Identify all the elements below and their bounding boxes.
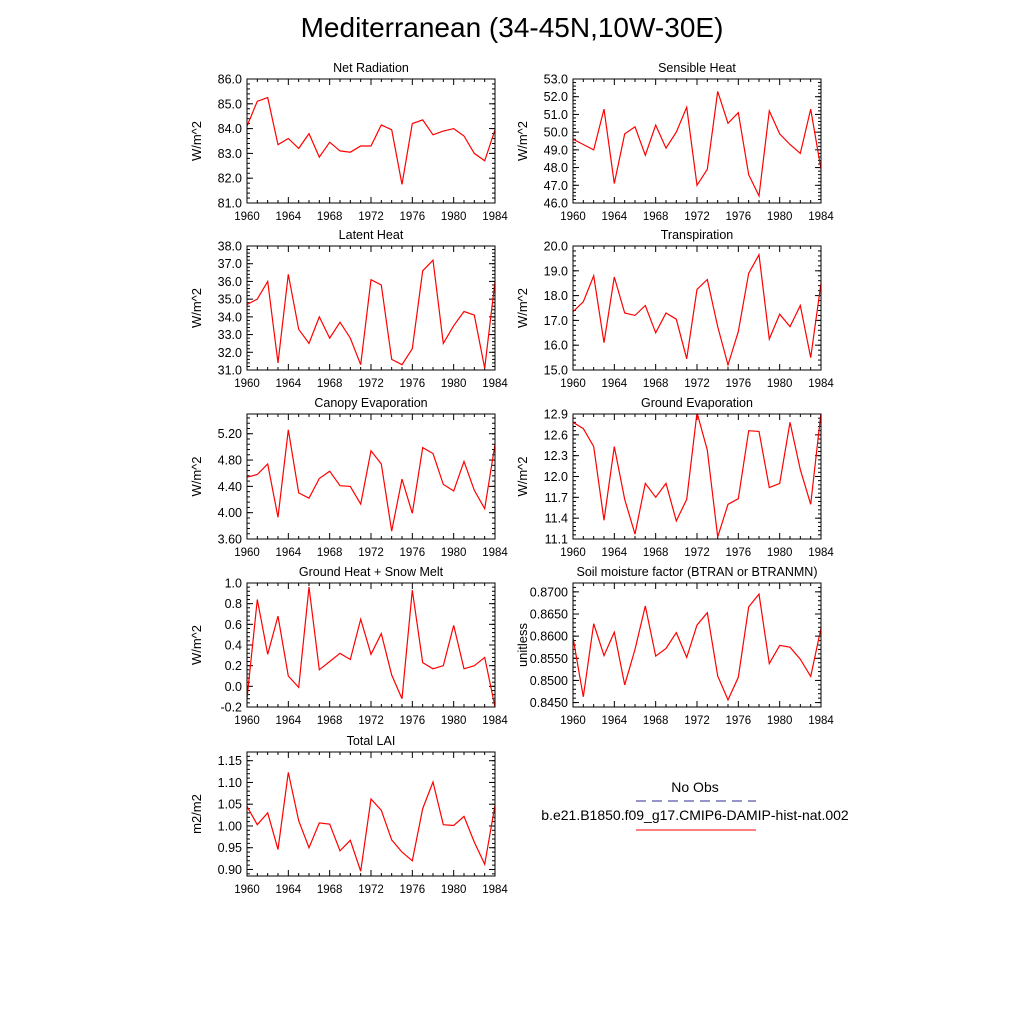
- x-tick-label: 1984: [482, 884, 508, 896]
- series-line: [573, 594, 821, 700]
- x-tick-label: 1968: [642, 211, 669, 223]
- x-tick-label: 1972: [358, 211, 384, 223]
- y-tick-label: 1.15: [217, 754, 242, 769]
- y-tick-label: 4.40: [217, 479, 242, 494]
- y-tick-label: 19.0: [543, 264, 568, 279]
- y-tick-label: 18.0: [543, 289, 568, 304]
- panel-3: [189, 228, 508, 390]
- x-tick-label: 1984: [808, 211, 834, 223]
- panel-1: [189, 61, 508, 223]
- legend-label-model: b.e21.B1850.f09_g17.CMIP6-DAMIP-hist-nat.002: [541, 807, 849, 823]
- y-tick-label: 52.0: [543, 90, 568, 105]
- series-line: [573, 413, 821, 537]
- x-tick-label: 1960: [234, 715, 260, 727]
- x-tick-label: 1976: [399, 884, 426, 896]
- x-tick-label: 1984: [482, 378, 508, 390]
- panel-title: Total LAI: [346, 734, 396, 748]
- y-tick-label: 37.0: [217, 257, 242, 272]
- y-tick-label: 5.20: [217, 427, 242, 442]
- y-tick-label: 3.60: [217, 532, 242, 547]
- x-tick-label: 1964: [275, 547, 302, 559]
- series-line: [573, 91, 821, 195]
- x-tick-label: 1960: [234, 884, 260, 896]
- panel-title: Ground Heat + Snow Melt: [298, 565, 444, 579]
- y-tick-label: 1.0: [224, 576, 242, 591]
- panel-title: Ground Evaporation: [641, 396, 753, 410]
- x-tick-label: 1976: [725, 547, 752, 559]
- x-tick-label: 1980: [440, 211, 467, 223]
- x-tick-label: 1980: [766, 378, 793, 390]
- panel-8: [515, 565, 834, 727]
- y-tick-label: 85.0: [217, 97, 242, 112]
- y-tick-label: 81.0: [217, 196, 242, 211]
- y-tick-label: 11.1: [544, 532, 568, 547]
- x-tick-label: 1984: [808, 547, 834, 559]
- x-tick-label: 1968: [316, 547, 343, 559]
- x-tick-label: 1984: [808, 715, 834, 727]
- y-tick-label: 35.0: [217, 292, 242, 307]
- x-tick-label: 1964: [275, 378, 302, 390]
- y-tick-label: 0.8450: [529, 696, 568, 711]
- y-tick-label: 1.10: [217, 775, 242, 790]
- x-tick-label: 1972: [684, 715, 710, 727]
- y-tick-label: 49.0: [543, 143, 568, 158]
- x-tick-label: 1980: [766, 211, 793, 223]
- x-tick-label: 1976: [399, 378, 426, 390]
- x-tick-label: 1972: [684, 211, 710, 223]
- y-tick-label: 4.80: [217, 453, 242, 468]
- series-line: [247, 98, 495, 185]
- y-tick-label: 17.0: [543, 313, 568, 328]
- y-axis-label: m2/m2: [189, 794, 204, 834]
- y-tick-label: 82.0: [217, 171, 242, 186]
- x-tick-label: 1968: [642, 547, 669, 559]
- y-tick-label: 32.0: [217, 345, 242, 360]
- y-tick-label: 0.2: [224, 659, 242, 674]
- y-axis-label: W/m^2: [515, 287, 530, 329]
- series-line: [247, 430, 495, 531]
- x-tick-label: 1976: [399, 715, 426, 727]
- y-axis-label: W/m^2: [515, 120, 530, 162]
- panel-6: [515, 396, 834, 559]
- y-tick-label: 0.4: [224, 638, 242, 653]
- x-tick-label: 1964: [275, 211, 302, 223]
- y-tick-label: 1.00: [217, 819, 242, 834]
- y-tick-label: 0.8600: [529, 629, 568, 644]
- y-tick-label: 15.0: [543, 363, 568, 378]
- y-tick-label: 16.0: [543, 338, 568, 353]
- series-line: [247, 260, 495, 368]
- y-axis-label: W/m^2: [189, 120, 204, 162]
- x-tick-label: 1960: [560, 547, 586, 559]
- x-tick-label: 1980: [440, 884, 467, 896]
- x-tick-label: 1968: [642, 715, 669, 727]
- x-tick-label: 1964: [601, 715, 628, 727]
- y-tick-label: -0.2: [220, 700, 242, 715]
- x-tick-label: 1980: [766, 547, 793, 559]
- y-tick-label: 84.0: [217, 122, 242, 137]
- y-tick-label: 53.0: [543, 72, 568, 87]
- panel-title: Soil moisture factor (BTRAN or BTRANMN): [576, 565, 818, 579]
- x-tick-label: 1968: [316, 378, 343, 390]
- y-axis-label: unitless: [515, 622, 530, 668]
- y-tick-label: 4.00: [217, 506, 242, 521]
- x-tick-label: 1984: [482, 211, 508, 223]
- y-axis-label: W/m^2: [189, 287, 204, 329]
- x-tick-label: 1968: [316, 211, 343, 223]
- x-tick-label: 1984: [808, 378, 834, 390]
- x-tick-label: 1964: [601, 211, 628, 223]
- y-axis-label: W/m^2: [189, 624, 204, 666]
- panel-2: [515, 61, 834, 223]
- y-tick-label: 31.0: [217, 363, 242, 378]
- x-tick-label: 1980: [766, 715, 793, 727]
- x-tick-label: 1972: [358, 715, 384, 727]
- y-tick-label: 46.0: [543, 196, 568, 211]
- plot-frame: [247, 414, 495, 539]
- panel-title: Net Radiation: [333, 61, 409, 75]
- y-tick-label: 33.0: [217, 328, 242, 343]
- y-axis-label: W/m^2: [515, 456, 530, 497]
- legend-label-obs: No Obs: [671, 779, 719, 795]
- series-line: [247, 772, 495, 871]
- x-tick-label: 1960: [234, 547, 260, 559]
- plot-frame: [573, 583, 821, 707]
- x-tick-label: 1980: [440, 378, 467, 390]
- y-tick-label: 11.4: [544, 511, 568, 526]
- x-tick-label: 1976: [725, 378, 752, 390]
- y-tick-label: 36.0: [217, 274, 242, 289]
- x-tick-label: 1972: [684, 378, 710, 390]
- panel-title: Sensible Heat: [658, 61, 736, 75]
- y-tick-label: 86.0: [217, 72, 242, 87]
- y-tick-label: 0.8550: [529, 651, 568, 666]
- y-tick-label: 47.0: [543, 178, 568, 193]
- panel-title: Canopy Evaporation: [314, 396, 428, 410]
- x-tick-label: 1984: [482, 547, 508, 559]
- y-tick-label: 0.8650: [529, 607, 568, 622]
- y-axis-label: W/m^2: [189, 456, 204, 497]
- panel-4: [515, 228, 834, 390]
- x-tick-label: 1964: [275, 884, 302, 896]
- x-tick-label: 1968: [316, 884, 343, 896]
- y-tick-label: 0.90: [217, 862, 242, 877]
- x-tick-label: 1960: [560, 378, 586, 390]
- x-tick-label: 1972: [358, 378, 384, 390]
- figure-title: Mediterranean (34-45N,10W-30E): [300, 12, 724, 43]
- panel-7: [189, 565, 508, 727]
- y-tick-label: 12.6: [543, 428, 568, 443]
- y-tick-label: 51.0: [543, 107, 568, 122]
- y-tick-label: 12.3: [543, 449, 568, 464]
- panel-title: Transpiration: [660, 228, 734, 242]
- panel-9: [189, 734, 508, 896]
- x-tick-label: 1968: [316, 715, 343, 727]
- plot-frame: [247, 752, 495, 876]
- y-tick-label: 20.0: [543, 239, 568, 254]
- x-tick-label: 1976: [725, 211, 752, 223]
- y-tick-label: 0.8700: [529, 585, 568, 600]
- y-tick-label: 1.05: [217, 797, 242, 812]
- y-tick-label: 83.0: [217, 146, 242, 161]
- x-tick-label: 1984: [482, 715, 508, 727]
- x-tick-label: 1964: [601, 378, 628, 390]
- x-tick-label: 1964: [601, 547, 628, 559]
- x-tick-label: 1976: [399, 211, 426, 223]
- panel-title: Latent Heat: [338, 228, 404, 242]
- panel-5: [189, 396, 508, 559]
- x-tick-label: 1960: [560, 715, 586, 727]
- x-tick-label: 1960: [234, 378, 260, 390]
- x-tick-label: 1980: [440, 715, 467, 727]
- y-tick-label: 50.0: [543, 125, 568, 140]
- y-tick-label: 34.0: [217, 310, 242, 325]
- x-tick-label: 1968: [642, 378, 669, 390]
- x-tick-label: 1980: [440, 547, 467, 559]
- x-tick-label: 1972: [358, 547, 384, 559]
- y-tick-label: 11.7: [544, 490, 568, 505]
- y-tick-label: 12.0: [543, 470, 568, 484]
- x-tick-label: 1972: [358, 884, 384, 896]
- x-tick-label: 1960: [234, 211, 260, 223]
- series-line: [247, 587, 495, 707]
- y-tick-label: 0.8: [224, 597, 242, 612]
- y-tick-label: 38.0: [217, 239, 242, 254]
- x-tick-label: 1972: [684, 547, 710, 559]
- x-tick-label: 1964: [275, 715, 302, 727]
- x-tick-label: 1976: [399, 547, 426, 559]
- y-tick-label: 48.0: [543, 161, 568, 176]
- x-tick-label: 1976: [725, 715, 752, 727]
- y-tick-label: 0.8500: [529, 673, 568, 688]
- y-tick-label: 0.95: [217, 841, 242, 856]
- x-tick-label: 1960: [560, 211, 586, 223]
- y-tick-label: 0.6: [224, 617, 242, 632]
- y-tick-label: 0.0: [224, 679, 242, 694]
- plot-frame: [573, 246, 821, 370]
- y-tick-label: 12.9: [543, 407, 568, 422]
- legend: [541, 779, 849, 830]
- series-line: [573, 255, 821, 365]
